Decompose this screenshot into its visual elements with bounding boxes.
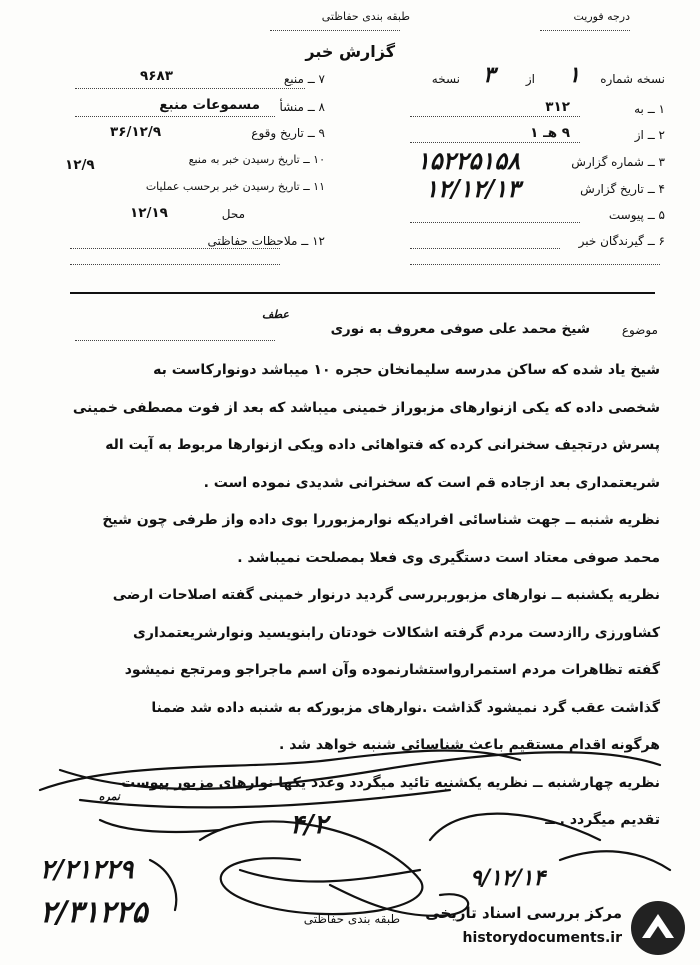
copy-number-label: نسخه شماره	[600, 72, 665, 86]
date-ops-label: ۱۱ ــ تاریخ رسیدن خبر برحسب عملیات	[145, 180, 325, 193]
handwritten-date: ۹/۱۲/۱۴	[470, 865, 546, 891]
watermark	[425, 896, 690, 960]
source-label: ۷ ــ منبع	[283, 72, 325, 86]
handwritten-number-1: ۲/۲۱۲۲۹	[40, 855, 134, 885]
body-line: پسرش درتجیف سخنرانی کرده که فتواهائی داده ویکی ازنوارها مربوط به آیت اله	[105, 437, 660, 453]
body-line: شیخ یاد شده که ساکن مدرسه سلیمانخان حجره ۱۰ میباشد دونوارکاست به	[153, 362, 660, 378]
origin-value: مسموعات منبع	[159, 97, 260, 113]
place-label: محل	[221, 207, 245, 221]
body-line: محمد صوفی معتاد است دستگیری وی فعلا بمصلحت نمیباشد .	[237, 550, 660, 566]
report-number-label: ۳ ــ شماره گزارش	[571, 155, 665, 169]
recipients-label: ۶ ــ گیرندگان خبر	[578, 234, 665, 248]
security-notes-label: ۱۲ ــ ملاحظات حفاظتی	[207, 234, 325, 248]
date-event-value: ۳۶/۱۲/۹	[110, 124, 162, 140]
subject-label: موضوع	[621, 323, 658, 337]
handwritten-number-2: ۲/۳۱۲۲۵	[40, 895, 148, 930]
handwritten-number-3: ۴/۲	[290, 810, 328, 840]
report-date-label: ۴ ــ تاریخ گزارش	[580, 182, 665, 196]
margin-note: عطف	[262, 308, 289, 321]
report-number-value: ۱۵۲۲۵۱۵۸	[416, 146, 520, 175]
report-date-value: ۱۲/۱۲/۱۳	[425, 174, 520, 203]
to-value: ۳۱۲	[545, 99, 570, 115]
body-line: نظریه شنبه ــ جهت شناسائی افرادیکه نوارمزبوررا بوی داده واز طرفی چون شیخ	[102, 512, 660, 528]
to-label: ۱ ــ به	[634, 102, 665, 116]
copy-total-value: ۳	[483, 62, 495, 88]
body-line: شریعتمداری بعد ازجاده قم است که سخنرانی شدیدی نموده است .	[203, 475, 660, 491]
watermark-title: مرکز بررسی اسناد تاریخی	[425, 904, 622, 922]
urgency-label: درجه فوریت	[573, 10, 630, 23]
date-to-source-value: ۱۲/۹	[65, 157, 95, 173]
from-value: ۹ هـ ۱	[530, 125, 570, 141]
copy-from-label: از	[525, 72, 535, 86]
classification-label: طبقه بندی حفاظتی	[321, 10, 410, 23]
body-line: گفته تظاهرات مردم استمرارواستشارنموده وآن اسم ماجراجو ومرتجع نمیشود	[124, 662, 660, 678]
watermark-logo-icon	[628, 898, 688, 958]
date-event-label: ۹ ــ تاریخ وقوع	[251, 126, 325, 140]
body-line: نظریه یکشنبه ــ نوارهای مزبوربررسی گردید درنوار خمینی گفته اصلاحات ارضی	[112, 587, 660, 603]
footer-classification: طبقه بندی حفاظتی	[303, 912, 400, 926]
body-line: نظریه چهارشنبه ــ نظریه یکشنبه تائید میگردد وعدد یکها نوارهای مزبور پیوست	[121, 775, 660, 791]
origin-label: ۸ ــ منشأ	[279, 100, 325, 114]
handwritten-note: نمره	[98, 790, 120, 803]
place-value: ۱۲/۱۹	[130, 205, 168, 221]
body-line: هرگونه اقدام مستقیم باعث شناسائی شنبه خواهد شد .	[279, 737, 660, 753]
body-line: کشاورزی راازدست مردم گرفته اشکالات خودتان رابنویسید ونوارشریعتمداری	[133, 625, 660, 641]
body-line: شخصی داده که یکی ازنوارهای مزبوراز خمینی میباشد که بعد از فوت مصطفی خمینی	[72, 400, 660, 416]
from-label: ۲ ــ از	[634, 128, 665, 142]
subject-value: شیخ محمد علی صوفی معروف به نوری	[330, 321, 590, 337]
attachment-label: ۵ ــ پیوست	[608, 208, 665, 222]
report-title: گزارش خبر	[305, 42, 395, 61]
body-line: تقدیم میگردد . ــ	[545, 812, 660, 828]
source-value: ۹۶۸۳	[140, 68, 173, 84]
watermark-url: historydocuments.ir	[462, 930, 622, 946]
body-line: گذاشت عقب گرد نمیشود گذاشت .نوارهای مزبورکه به شنبه داده شد ضمنا	[151, 700, 660, 716]
copy-suffix-label: نسخه	[431, 72, 460, 86]
copy-number-value: ۱	[568, 62, 580, 88]
date-to-source-label: ۱۰ ــ تاریخ رسیدن خبر به منبع	[188, 153, 325, 166]
